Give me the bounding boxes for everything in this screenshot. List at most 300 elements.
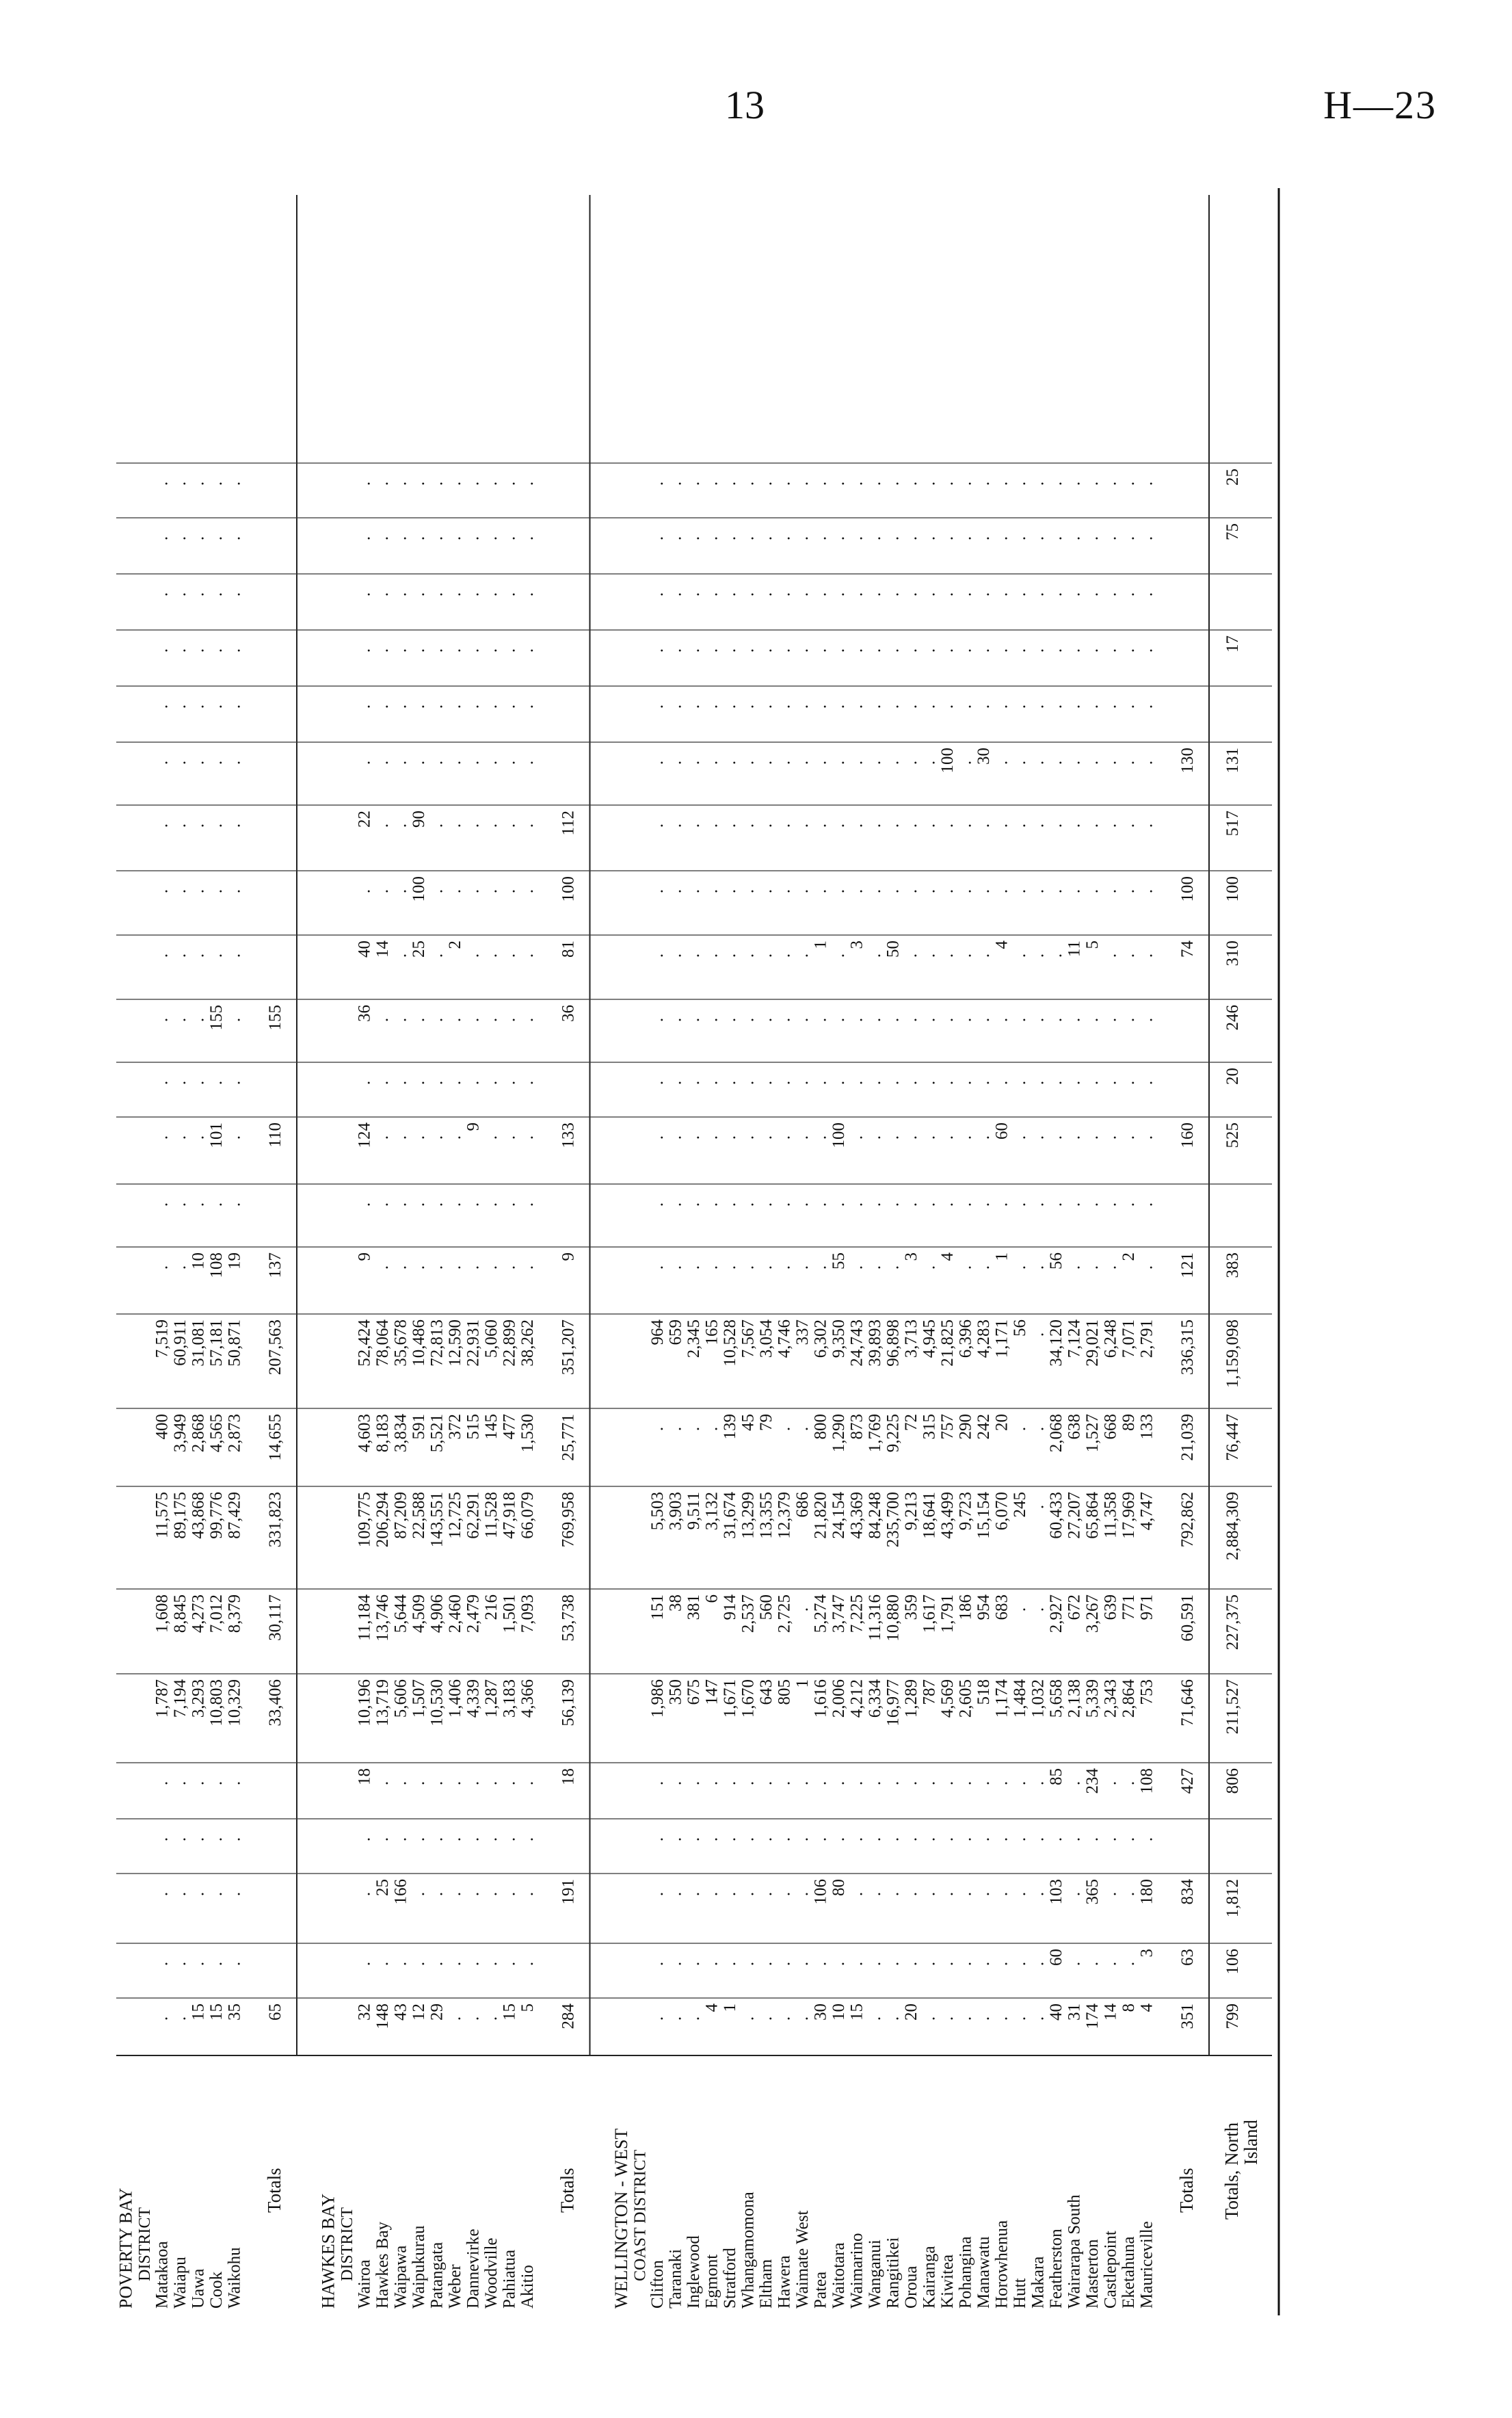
cell-value: 16,977	[884, 1679, 903, 1726]
cell-value: 3,747	[830, 1594, 848, 1633]
cell-value: 79	[757, 1414, 775, 1431]
blank-dot: .	[866, 648, 884, 653]
blank-dot: .	[1011, 823, 1029, 828]
blank-dot: .	[427, 481, 447, 486]
blank-dot: .	[1047, 953, 1065, 958]
blank-dot: .	[775, 1780, 794, 1786]
blank-dot: .	[1083, 760, 1102, 765]
blank-dot: .	[1101, 1891, 1120, 1897]
blank-dot: .	[793, 1202, 812, 1207]
blank-dot: .	[666, 1426, 685, 1432]
blank-dot: .	[938, 704, 957, 709]
blank-dot: .	[1119, 1202, 1138, 1207]
blank-dot: .	[956, 704, 975, 709]
blank-dot: .	[1047, 1837, 1065, 1842]
blank-dot: .	[793, 704, 812, 709]
blank-dot: .	[648, 1202, 667, 1207]
blank-dot: .	[938, 648, 957, 653]
blank-dot: .	[518, 704, 537, 709]
blank-dot: .	[427, 1891, 447, 1897]
blank-dot: .	[793, 953, 812, 958]
cell-value: 10,803	[207, 1679, 226, 1726]
blank-dot: .	[1011, 536, 1029, 541]
cell-value: 17,969	[1119, 1492, 1138, 1539]
blank-dot: .	[938, 1080, 957, 1086]
blank-dot: .	[1083, 592, 1102, 597]
row-name: Pahiatua	[500, 2249, 519, 2309]
blank-dot: .	[902, 823, 920, 828]
cell-value: 166	[391, 1879, 410, 1905]
blank-dot: .	[225, 704, 244, 709]
cell-value: 4,283	[974, 1319, 993, 1358]
cell-value: 1,406	[446, 1679, 464, 1718]
blank-dot: .	[446, 1080, 464, 1086]
cell-value: 1,287	[482, 1679, 501, 1718]
blank-dot: .	[446, 2016, 464, 2021]
blank-dot: .	[884, 1961, 903, 1967]
blank-dot: .	[171, 592, 189, 597]
blank-dot: .	[1011, 1426, 1029, 1432]
blank-dot: .	[811, 536, 830, 541]
blank-dot: .	[1137, 1080, 1156, 1086]
cell-value: 4,366	[518, 1679, 537, 1718]
total-cell-value: 63	[1178, 1949, 1197, 1966]
blank-dot: .	[666, 1837, 685, 1842]
blank-dot: .	[1119, 1837, 1138, 1842]
blank-dot: .	[464, 953, 483, 958]
blank-dot: .	[427, 1265, 447, 1270]
blank-dot: .	[920, 1837, 939, 1842]
blank-dot: .	[992, 536, 1011, 541]
blank-dot: .	[464, 1202, 483, 1207]
blank-dot: .	[225, 1017, 244, 1023]
cell-value: 43,499	[938, 1492, 957, 1539]
row-name: Patea	[811, 2271, 830, 2309]
blank-dot: .	[721, 1265, 739, 1270]
blank-dot: .	[500, 953, 519, 958]
cell-value: 234	[1083, 1768, 1102, 1794]
blank-dot: .	[518, 1017, 537, 1023]
blank-dot: .	[956, 648, 975, 653]
blank-dot: .	[1047, 536, 1065, 541]
total-cell-value: 14,655	[266, 1414, 284, 1461]
blank-dot: .	[721, 760, 739, 765]
cell-value: 10	[830, 2003, 848, 2021]
blank-dot: .	[920, 1961, 939, 1967]
blank-dot: .	[391, 1780, 410, 1786]
blank-dot: .	[757, 1961, 775, 1967]
blank-dot: .	[902, 536, 920, 541]
cell-value: 639	[1101, 1594, 1120, 1620]
totals-label: Totals	[1176, 2168, 1197, 2213]
blank-dot: .	[648, 536, 667, 541]
cell-value: 6,334	[866, 1679, 884, 1718]
cell-value: 60	[992, 1122, 1011, 1140]
blank-dot: .	[685, 1837, 703, 1842]
blank-dot: .	[1101, 704, 1120, 709]
blank-dot: .	[464, 536, 483, 541]
cell-value: 174	[1083, 2003, 1102, 2029]
blank-dot: .	[1011, 1135, 1029, 1140]
cell-value: 12,725	[446, 1492, 464, 1539]
cell-value: 12	[410, 2003, 428, 2021]
total-cell-value: 56,139	[559, 1679, 578, 1726]
cell-value: 8	[1119, 2003, 1138, 2012]
blank-dot: .	[775, 1426, 794, 1432]
total-cell-value: 36	[559, 1005, 578, 1022]
blank-dot: .	[938, 1135, 957, 1140]
blank-dot: .	[1011, 1202, 1029, 1207]
blank-dot: .	[427, 1017, 447, 1023]
cell-value: 2	[446, 941, 464, 949]
blank-dot: .	[391, 704, 410, 709]
cell-value: 60,433	[1047, 1492, 1065, 1539]
blank-dot: .	[757, 823, 775, 828]
blank-dot: .	[775, 953, 794, 958]
blank-dot: .	[518, 592, 537, 597]
blank-dot: .	[739, 953, 758, 958]
cell-value: 5,060	[482, 1319, 501, 1358]
cell-value: 43,369	[847, 1492, 866, 1539]
row-name: Patangata	[427, 2242, 447, 2309]
blank-dot: .	[1119, 648, 1138, 653]
blank-dot: .	[1011, 760, 1029, 765]
blank-dot: .	[1101, 1017, 1120, 1023]
blank-dot: .	[830, 823, 848, 828]
blank-dot: .	[1137, 1135, 1156, 1140]
cell-value: 22,899	[500, 1319, 519, 1367]
blank-dot: .	[500, 536, 519, 541]
blank-dot: .	[702, 1265, 721, 1270]
row-name: Waipawa	[391, 2245, 410, 2309]
row-name: Eltham	[757, 2259, 775, 2309]
blank-dot: .	[739, 2016, 758, 2021]
section-subtitle: DISTRICT	[136, 2207, 154, 2281]
cell-value: 155	[207, 1005, 226, 1031]
blank-dot: .	[702, 1080, 721, 1086]
blank-dot: .	[775, 823, 794, 828]
blank-dot: .	[992, 1961, 1011, 1967]
blank-dot: .	[956, 481, 975, 486]
blank-dot: .	[1101, 889, 1120, 894]
blank-dot: .	[518, 1080, 537, 1086]
blank-dot: .	[757, 1837, 775, 1842]
blank-dot: .	[446, 1837, 464, 1842]
blank-dot: .	[1029, 648, 1048, 653]
blank-dot: .	[1047, 1080, 1065, 1086]
row-name: Masterton	[1083, 2239, 1102, 2309]
blank-dot: .	[373, 889, 392, 894]
blank-dot: .	[427, 1837, 447, 1842]
blank-dot: .	[410, 760, 428, 765]
section-title: HAWKES BAY	[318, 2193, 339, 2309]
cell-value: 84,248	[866, 1492, 884, 1539]
blank-dot: .	[793, 648, 812, 653]
blank-dot: .	[702, 1780, 721, 1786]
blank-dot: .	[1011, 889, 1029, 894]
cell-value: 47,918	[500, 1492, 519, 1539]
blank-dot: .	[446, 648, 464, 653]
cell-value: 24,743	[847, 1319, 866, 1367]
blank-dot: .	[757, 889, 775, 894]
row-name: Oroua	[902, 2265, 920, 2309]
blank-dot: .	[866, 2016, 884, 2021]
cell-value: 1,986	[648, 1679, 667, 1718]
row-name: Waitotara	[830, 2242, 848, 2309]
blank-dot: .	[1083, 1265, 1102, 1270]
blank-dot: .	[373, 1265, 392, 1270]
blank-dot: .	[884, 1780, 903, 1786]
blank-dot: .	[1119, 889, 1138, 894]
blank-dot: .	[446, 592, 464, 597]
blank-dot: .	[830, 953, 848, 958]
blank-dot: .	[1029, 889, 1048, 894]
blank-dot: .	[373, 536, 392, 541]
blank-dot: .	[721, 1891, 739, 1897]
blank-dot: .	[464, 1017, 483, 1023]
blank-dot: .	[410, 592, 428, 597]
row-name: Eketahuna	[1119, 2236, 1138, 2309]
blank-dot: .	[793, 1607, 812, 1612]
blank-dot: .	[902, 1837, 920, 1842]
blank-dot: .	[373, 1135, 392, 1140]
blank-dot: .	[1137, 1265, 1156, 1270]
cell-value: 8,845	[171, 1594, 189, 1633]
blank-dot: .	[1029, 1961, 1048, 1967]
blank-dot: .	[446, 1135, 464, 1140]
blank-dot: .	[685, 481, 703, 486]
blank-dot: .	[811, 1961, 830, 1967]
total-cell-value: 112	[559, 811, 578, 836]
blank-dot: .	[974, 481, 993, 486]
statistics-table	[96, 181, 1436, 2322]
blank-dot: .	[956, 1265, 975, 1270]
blank-dot: .	[1029, 1135, 1048, 1140]
cell-value: 100	[830, 1122, 848, 1148]
blank-dot: .	[189, 592, 208, 597]
cell-value: 2,345	[685, 1319, 703, 1358]
blank-dot: .	[721, 536, 739, 541]
blank-dot: .	[685, 704, 703, 709]
blank-dot: .	[793, 1891, 812, 1897]
blank-dot: .	[518, 481, 537, 486]
total-cell-value: 284	[559, 2003, 578, 2029]
total-cell-value: 18	[559, 1768, 578, 1785]
blank-dot: .	[171, 1017, 189, 1023]
blank-dot: .	[1065, 1891, 1084, 1897]
cell-value: 60,911	[171, 1319, 189, 1366]
cell-value: 100	[938, 748, 957, 774]
blank-dot: .	[518, 648, 537, 653]
grand-total-cell-value: 806	[1223, 1768, 1242, 1794]
blank-dot: .	[666, 823, 685, 828]
blank-dot: .	[938, 1780, 957, 1786]
cell-value: 1,769	[866, 1414, 884, 1453]
blank-dot: .	[518, 760, 537, 765]
blank-dot: .	[830, 1837, 848, 1842]
cell-value: 2,873	[225, 1414, 244, 1453]
blank-dot: .	[410, 1961, 428, 1967]
blank-dot: .	[482, 481, 501, 486]
row-name: Makara	[1029, 2256, 1048, 2309]
blank-dot: .	[464, 1780, 483, 1786]
blank-dot: .	[500, 648, 519, 653]
blank-dot: .	[757, 1891, 775, 1897]
blank-dot: .	[902, 953, 920, 958]
blank-dot: .	[225, 1780, 244, 1786]
blank-dot: .	[884, 1202, 903, 1207]
blank-dot: .	[775, 2016, 794, 2021]
section-subtitle: COAST DISTRICT	[631, 2149, 650, 2281]
blank-dot: .	[685, 1780, 703, 1786]
blank-dot: .	[648, 1080, 667, 1086]
cell-value: 7,124	[1065, 1319, 1084, 1358]
blank-dot: .	[920, 1080, 939, 1086]
blank-dot: .	[866, 1961, 884, 1967]
grand-total-cell-value: 131	[1223, 748, 1242, 774]
blank-dot: .	[1065, 1837, 1084, 1842]
blank-dot: .	[410, 1891, 428, 1897]
blank-dot: .	[1047, 481, 1065, 486]
blank-dot: .	[1119, 953, 1138, 958]
blank-dot: .	[721, 1080, 739, 1086]
blank-dot: .	[1029, 1202, 1048, 1207]
cell-value: 2,006	[830, 1679, 848, 1718]
cell-value: 5,503	[648, 1492, 667, 1531]
row-name: Horowhenua	[992, 2220, 1011, 2309]
blank-dot: .	[992, 760, 1011, 765]
blank-dot: .	[811, 760, 830, 765]
cell-value: 873	[847, 1414, 866, 1440]
blank-dot: .	[171, 823, 189, 828]
blank-dot: .	[1029, 1780, 1048, 1786]
table-body	[116, 188, 1279, 2315]
blank-dot: .	[757, 648, 775, 653]
blank-dot: .	[956, 1135, 975, 1140]
blank-dot: .	[1137, 592, 1156, 597]
blank-dot: .	[902, 1961, 920, 1967]
row-name: Kiwitea	[938, 2254, 957, 2309]
blank-dot: .	[1065, 536, 1084, 541]
blank-dot: .	[373, 592, 392, 597]
cell-value: 10,329	[225, 1679, 244, 1726]
blank-dot: .	[152, 760, 172, 765]
blank-dot: .	[866, 704, 884, 709]
cell-value: 13,746	[373, 1594, 392, 1642]
cell-value: 56	[1011, 1319, 1029, 1337]
blank-dot: .	[152, 648, 172, 653]
blank-dot: .	[391, 889, 410, 894]
cell-value: 400	[152, 1414, 172, 1440]
cell-value: 672	[1065, 1594, 1084, 1620]
cell-value: 518	[974, 1679, 993, 1705]
blank-dot: .	[739, 1780, 758, 1786]
blank-dot: .	[464, 1961, 483, 1967]
blank-dot: .	[902, 648, 920, 653]
blank-dot: .	[757, 481, 775, 486]
blank-dot: .	[1101, 1135, 1120, 1140]
cell-value: 15,154	[974, 1492, 993, 1539]
blank-dot: .	[685, 1080, 703, 1086]
blank-dot: .	[956, 953, 975, 958]
blank-dot: .	[902, 704, 920, 709]
blank-dot: .	[685, 1202, 703, 1207]
blank-dot: .	[482, 536, 501, 541]
blank-dot: .	[464, 2016, 483, 2021]
cell-value: 591	[410, 1414, 428, 1440]
blank-dot: .	[410, 1135, 428, 1140]
total-cell-value: 351,207	[559, 1319, 578, 1376]
blank-dot: .	[847, 1891, 866, 1897]
grand-total-cell-value: 383	[1223, 1252, 1242, 1278]
blank-dot: .	[1119, 1017, 1138, 1023]
cell-value: 643	[757, 1679, 775, 1705]
cell-value: 87,429	[225, 1492, 244, 1539]
blank-dot: .	[884, 760, 903, 765]
blank-dot: .	[739, 536, 758, 541]
cell-value: 78,064	[373, 1319, 392, 1367]
cell-value: 1	[992, 1252, 1011, 1261]
blank-dot: .	[757, 1017, 775, 1023]
blank-dot: .	[757, 2016, 775, 2021]
blank-dot: .	[757, 760, 775, 765]
blank-dot: .	[446, 1961, 464, 1967]
cell-value: 8,183	[373, 1414, 392, 1453]
cell-value: 3,903	[666, 1492, 685, 1531]
cell-value: 106	[811, 1879, 830, 1905]
blank-dot: .	[938, 1017, 957, 1023]
cell-value: 18,641	[920, 1492, 939, 1539]
cell-value: 9,723	[956, 1492, 975, 1531]
cell-value: 1	[811, 941, 830, 949]
cell-value: 515	[464, 1414, 483, 1440]
row-name: Waikohu	[225, 2247, 244, 2309]
blank-dot: .	[152, 1202, 172, 1207]
blank-dot: .	[648, 1135, 667, 1140]
blank-dot: .	[739, 889, 758, 894]
blank-dot: .	[518, 1135, 537, 1140]
section-title: POVERTY BAY	[116, 2187, 136, 2309]
blank-dot: .	[1029, 1504, 1048, 1510]
row-name: Castlepoint	[1101, 2231, 1120, 2309]
blank-dot: .	[1119, 1961, 1138, 1967]
blank-dot: .	[1137, 1202, 1156, 1207]
blank-dot: .	[992, 1837, 1011, 1842]
blank-dot: .	[410, 1837, 428, 1842]
cell-value: 771	[1119, 1594, 1138, 1620]
cell-value: 20	[992, 1414, 1011, 1431]
cell-value: 15	[847, 2003, 866, 2021]
blank-dot: .	[1029, 1837, 1048, 1842]
blank-dot: .	[1011, 648, 1029, 653]
page-header	[0, 82, 1512, 144]
blank-dot: .	[152, 889, 172, 894]
blank-dot: .	[1137, 1837, 1156, 1842]
cell-value: 57,181	[207, 1319, 226, 1367]
blank-dot: .	[992, 2016, 1011, 2021]
blank-dot: .	[391, 1135, 410, 1140]
cell-value: 89,175	[171, 1492, 189, 1539]
blank-dot: .	[1101, 823, 1120, 828]
cell-value: 3,949	[171, 1414, 189, 1453]
blank-dot: .	[847, 760, 866, 765]
blank-dot: .	[757, 592, 775, 597]
blank-dot: .	[685, 1265, 703, 1270]
cell-value: 3,183	[500, 1679, 519, 1718]
blank-dot: .	[830, 1202, 848, 1207]
blank-dot: .	[1029, 592, 1048, 597]
blank-dot: .	[1101, 1080, 1120, 1086]
